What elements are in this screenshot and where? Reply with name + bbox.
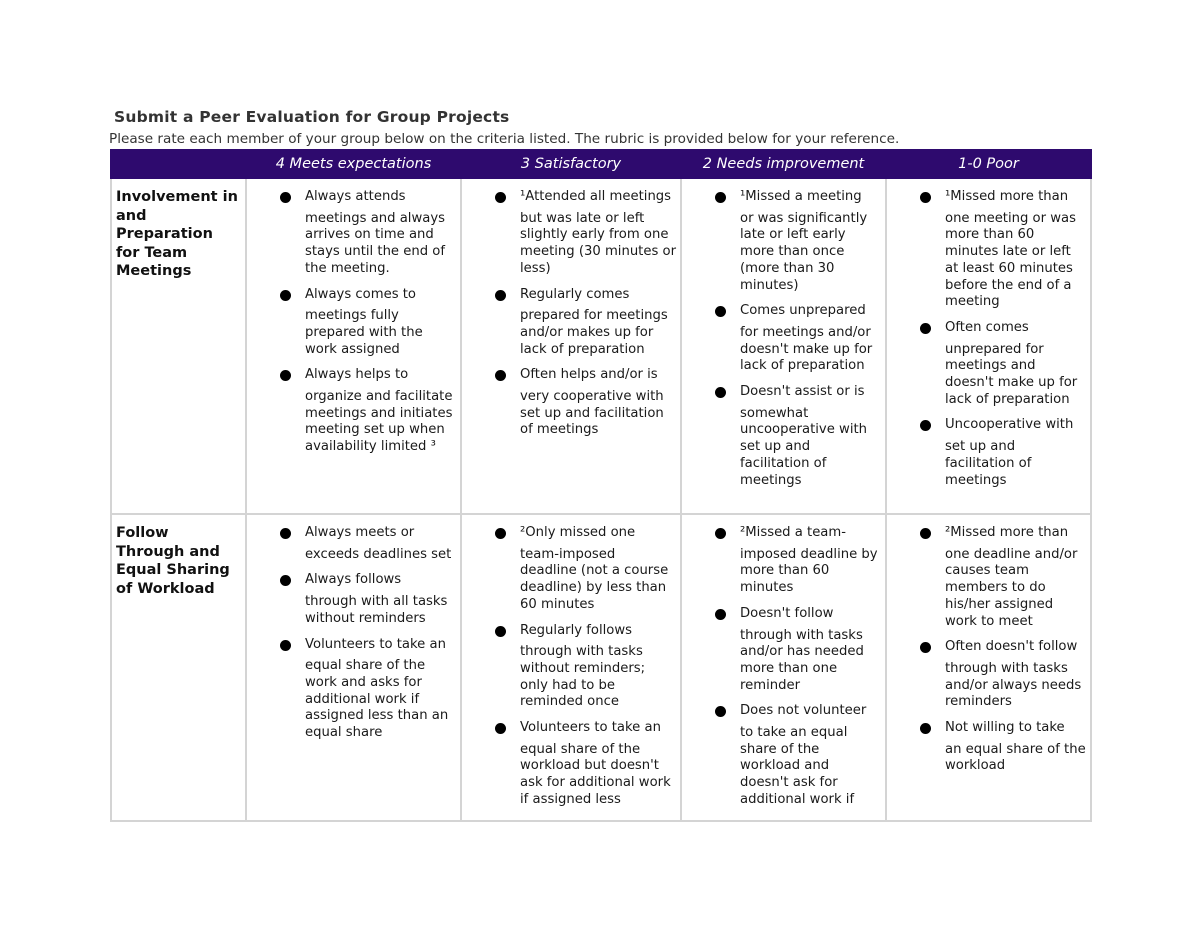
bullet-body-text: but was late or left slightly early from one meeting (30 minutes or less): [520, 210, 677, 276]
bullet-lead-text: Always follows: [305, 572, 402, 588]
bullet-icon: [920, 528, 931, 539]
bullet-icon: [495, 370, 506, 381]
page-title: Submit a Peer Evaluation for Group Projects: [114, 108, 510, 126]
bullet-body-text: meetings fully prepared with the work assigned: [305, 308, 423, 357]
bullet-lead-text: Regularly comes: [520, 286, 630, 302]
bullet-body-text: unprepared for meetings and doesn't make up for lack of preparation: [945, 341, 1078, 407]
bullet-body-text: very cooperative with set up and facilitation of meetings: [520, 389, 664, 438]
bullet-item: [682, 606, 885, 695]
bullet-item: [247, 189, 460, 278]
rubric-cell-needs-improvement: [681, 178, 886, 514]
bullet-lead-text: Often comes: [945, 319, 1029, 335]
bullet-icon: [280, 640, 291, 651]
bullet-lead-text: Uncooperative with: [945, 417, 1074, 433]
bullet-body-text: meetings and always arrives on time and stays until the end of the meeting.: [305, 210, 445, 276]
bullet-body-text: through with tasks and/or always needs reminders: [945, 660, 1082, 710]
bullet-item: [247, 287, 460, 359]
rubric-cell-poor: [886, 514, 1091, 821]
bullet-body-text: through with all tasks without reminders: [305, 594, 448, 626]
bullet-icon: [495, 626, 506, 637]
bullet-icon: [920, 323, 931, 334]
bullet-item: [682, 703, 885, 808]
rubric-cell-meets: [246, 178, 461, 514]
bullet-icon: [920, 192, 931, 203]
bullet-icon: [715, 609, 726, 620]
rubric-cell-satisfactory: [461, 178, 681, 514]
rubric-cell-poor: [886, 178, 1091, 514]
header-poor: 1-0 Poor: [886, 150, 1091, 178]
bullet-lead-text: Always helps to: [305, 367, 409, 383]
bullet-item: [682, 189, 885, 294]
bullet-item: [247, 525, 460, 563]
bullet-body-text: organize and facilitate meetings and initiates meeting set up when availability limited ³: [305, 389, 453, 455]
bullet-lead-text: Volunteers to take an: [305, 636, 446, 652]
bullet-icon: [280, 290, 291, 301]
bullet-lead-text: Doesn't assist or is: [740, 384, 865, 400]
bullet-lead-text: ²Only missed one: [520, 525, 636, 540]
rubric-cell-meets: [246, 514, 461, 821]
bullet-body-text: through with tasks without reminders; only had to be reminded once: [520, 644, 646, 710]
bullet-body-text: to take an equal share of the workload and doesn't ask for additional work if: [740, 725, 855, 807]
bullet-body-text: or was significantly late or left early more than once (more than 30 minutes): [740, 210, 868, 293]
bullet-icon: [715, 706, 726, 717]
rubric-table: [110, 149, 1092, 822]
bullet-body-text: set up and facilitation of meetings: [945, 439, 1032, 488]
bullet-icon: [920, 723, 931, 734]
bullet-icon: [280, 575, 291, 586]
bullet-lead-text: Doesn't follow: [740, 605, 834, 621]
bullet-lead-text: ¹Attended all meetings: [520, 189, 672, 204]
bullet-body-text: one meeting or was more than 60 minutes late or left at least 60 minutes before the end of a meeting: [945, 210, 1076, 310]
bullet-icon: [715, 528, 726, 539]
bullet-body-text: equal share of the work and asks for additional work if assigned less than an equal share: [305, 658, 449, 741]
bullet-lead-text: Always attends: [305, 189, 406, 204]
bullet-body-text: somewhat uncooperative with set up and facilitation of meetings: [740, 405, 868, 488]
rubric-cell-needs-improvement: [681, 514, 886, 821]
bullet-body-text: prepared for meetings and/or makes up for lack of preparation: [520, 308, 668, 357]
bullet-icon: [495, 723, 506, 734]
bullet-body-text: for meetings and/or doesn't make up for lack of preparation: [740, 324, 873, 374]
header-needs-improvement: 2 Needs improvement: [681, 150, 886, 178]
bullet-item: [887, 189, 1090, 311]
bullet-lead-text: ²Missed more than: [945, 525, 1069, 540]
bullet-icon: [280, 370, 291, 381]
bullet-item: [247, 637, 460, 742]
bullet-lead-text: ¹Missed a meeting: [740, 189, 862, 204]
bullet-icon: [920, 420, 931, 431]
bullet-item: [682, 303, 885, 375]
rubric-row-meetings: [111, 178, 1091, 514]
header-corner: [111, 150, 246, 178]
bullet-lead-text: Does not volunteer: [740, 703, 867, 719]
bullet-item: [247, 367, 460, 456]
bullet-item: [887, 720, 1090, 775]
bullet-body-text: an equal share of the workload: [945, 741, 1086, 774]
criterion-label: Involvement in and Preparation for Team Meetings: [111, 178, 246, 514]
bullet-icon: [280, 528, 291, 539]
bullet-item: [887, 417, 1090, 489]
bullet-item: [682, 384, 885, 489]
page-subtitle: Please rate each member of your group below on the criteria listed. The rubric is provided below for your reference.: [109, 131, 900, 147]
bullet-item: [887, 320, 1090, 409]
bullet-lead-text: ²Missed a team-: [740, 525, 846, 540]
bullet-lead-text: Regularly follows: [520, 622, 633, 638]
bullet-body-text: equal share of the workload but doesn't ask for additional work if assigned less: [520, 741, 671, 807]
criterion-label: Follow Through and Equal Sharing of Workload: [111, 514, 246, 821]
bullet-item: [682, 525, 885, 597]
bullet-body-text: imposed deadline by more than 60 minutes: [740, 546, 878, 596]
bullet-icon: [495, 528, 506, 539]
bullet-item: [462, 525, 680, 614]
bullet-lead-text: ¹Missed more than: [945, 189, 1069, 204]
bullet-item: [462, 189, 680, 278]
header-satisfactory: 3 Satisfactory: [461, 150, 681, 178]
bullet-icon: [920, 642, 931, 653]
header-meets-expectations: 4 Meets expectations: [246, 150, 461, 178]
bullet-lead-text: Comes unprepared: [740, 303, 866, 319]
bullet-icon: [495, 290, 506, 301]
rubric-row-workload: [111, 514, 1091, 821]
bullet-item: [247, 572, 460, 627]
bullet-item: [462, 623, 680, 712]
bullet-item: [462, 367, 680, 439]
bullet-body-text: one deadline and/or causes team members to do his/her assigned work to meet: [945, 546, 1078, 629]
bullet-item: [462, 287, 680, 359]
rubric-cell-satisfactory: [461, 514, 681, 821]
bullet-body-text: exceeds deadlines set: [305, 546, 452, 562]
bullet-item: [887, 639, 1090, 711]
bullet-icon: [495, 192, 506, 203]
bullet-icon: [715, 192, 726, 203]
bullet-item: [462, 720, 680, 809]
bullet-icon: [715, 306, 726, 317]
bullet-lead-text: Always comes to: [305, 286, 416, 302]
bullet-lead-text: Often doesn't follow: [945, 639, 1078, 655]
bullet-body-text: team-imposed deadline (not a course deadline) by less than 60 minutes: [520, 546, 669, 612]
bullet-item: [887, 525, 1090, 630]
bullet-body-text: through with tasks and/or has needed more than one reminder: [740, 627, 864, 693]
bullet-icon: [715, 387, 726, 398]
rubric-header-row: [111, 150, 1091, 178]
bullet-lead-text: Often helps and/or is: [520, 367, 658, 383]
bullet-lead-text: Not willing to take: [945, 720, 1065, 736]
bullet-icon: [280, 192, 291, 203]
bullet-lead-text: Always meets or: [305, 525, 415, 540]
bullet-lead-text: Volunteers to take an: [520, 720, 661, 736]
